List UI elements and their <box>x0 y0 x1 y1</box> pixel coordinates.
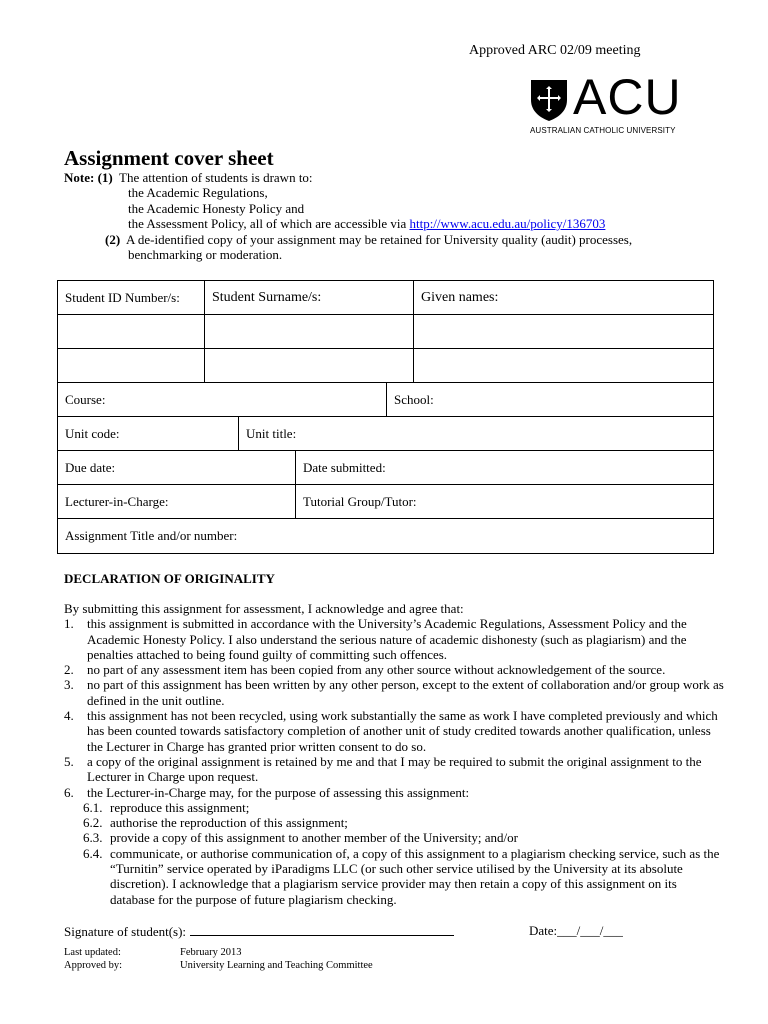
unit-row <box>58 417 713 451</box>
declaration-subitem <box>64 815 724 830</box>
student-id-label: Student ID Number/s: <box>65 289 180 305</box>
surname-label: Student Surname/s: <box>204 281 413 314</box>
acu-logo <box>529 69 705 140</box>
course-label: Course: <box>65 391 106 407</box>
subitem-number: 6.2. <box>83 815 103 831</box>
item-text: a copy of the original assignment is retained by me and that I may be required to submit the original assignment to the Lecturer in Charge upon request. <box>87 753 702 785</box>
dates-row <box>58 451 713 485</box>
signature-field[interactable] <box>64 923 454 940</box>
item-number: 3. <box>64 677 74 693</box>
course-row <box>58 383 713 417</box>
unit-title-label: Unit title: <box>246 425 297 441</box>
declaration-intro: By submitting this assignment for assessment, I acknowledge and agree that: <box>64 601 464 616</box>
subitem-text: authorise the reproduction of this assignment; <box>110 815 348 831</box>
subitem-number: 6.1. <box>83 799 103 815</box>
subitem-number: 6.4. <box>83 845 103 861</box>
page-title: Assignment cover sheet <box>64 146 274 170</box>
tutorial-field[interactable] <box>295 485 715 518</box>
item-text: no part of any assessment item has been copied from any other source without acknowledgement of the source. <box>87 662 666 678</box>
item-text: no part of this assignment has been written by any other person, except to the extent of collaboration and/or group work as defined in the unit outline. <box>87 677 724 708</box>
date-submitted-label: Date submitted: <box>303 459 386 475</box>
logo-text: ACU <box>573 69 682 125</box>
declaration-subitem <box>64 846 724 907</box>
subitem-number: 6.3. <box>83 830 103 846</box>
note-item-text: the Assessment Policy, all of which are accessible via <box>128 216 407 231</box>
assignment-title-label: Assignment Title and/or number: <box>65 528 238 543</box>
declaration-item <box>64 708 724 754</box>
approved-by-value: University Learning and Teaching Committee <box>180 960 373 971</box>
declaration-item <box>64 662 724 677</box>
declaration-subitem <box>64 800 724 815</box>
tutorial-label: Tutorial Group/Tutor: <box>303 493 417 509</box>
subitem-text: communicate, or authorise communication of, a copy of this assignment to a plagiarism checking service, such as the “Turnitin” service operated by iParadigms LLC (or such other service utilised by the University at its absolute discretion). I acknowledge that a plagiarism service provider may then retain a copy of this assignment on its database for the purpose of future plagiarism checking. <box>110 845 720 907</box>
declaration-item <box>64 677 724 708</box>
subitem-text: provide a copy of this assignment to another member of the University; and/or <box>110 830 518 846</box>
assignment-title-row <box>58 519 713 553</box>
declaration-item <box>64 616 724 662</box>
staff-row <box>58 485 713 519</box>
signature-line[interactable] <box>190 923 454 936</box>
school-label: School: <box>394 391 434 407</box>
last-updated-value: February 2013 <box>180 947 242 958</box>
signature-date[interactable]: Date:___/___/___ <box>529 923 623 938</box>
note-item: the Academic Regulations, <box>128 185 268 200</box>
declaration-subitem <box>64 830 724 845</box>
signature-label: Signature of student(s): <box>64 924 187 939</box>
item-text: the Lecturer-in-Charge may, for the purpose of assessing this assignment: <box>87 784 470 800</box>
item-number: 5. <box>64 753 74 769</box>
unit-code-label: Unit code: <box>65 425 120 441</box>
cover-sheet-form <box>57 280 714 554</box>
approved-by-label: Approved by: <box>64 960 123 971</box>
student-entry-row <box>58 349 713 383</box>
approval-note: Approved ARC 02/09 meeting <box>469 43 641 58</box>
logo-subtitle: AUSTRALIAN CATHOLIC UNIVERSITY <box>530 126 676 135</box>
note-item <box>128 216 605 231</box>
item-number: 1. <box>64 616 74 632</box>
surname-input[interactable] <box>204 349 413 382</box>
course-field[interactable] <box>58 383 386 416</box>
declaration-item <box>64 785 724 800</box>
item-number: 4. <box>64 708 74 724</box>
subitem-text: reproduce this assignment; <box>110 799 250 815</box>
due-date-label: Due date: <box>65 459 116 475</box>
note-item: the Academic Honesty Policy and <box>128 201 305 216</box>
given-names-label: Given names: <box>413 281 715 314</box>
date-submitted-field[interactable] <box>295 451 715 484</box>
policy-link[interactable]: http://www.acu.edu.au/policy/136703 <box>409 216 606 231</box>
item-text: this assignment has not been recycled, using work substantially the same as work I have completed previously and which has been counted towards satisfactory completion of another unit of study credited towards another qualification, unless the Lecturer in Charge has granted prior written consent to do so. <box>87 708 718 754</box>
item-number: 6. <box>64 784 74 800</box>
declaration-body <box>64 601 724 907</box>
surname-input[interactable] <box>204 315 413 348</box>
note-text-1: The attention of students is drawn to: <box>119 170 313 185</box>
school-field[interactable] <box>386 383 715 416</box>
student-entry-row <box>58 315 713 349</box>
note-line-1 <box>64 170 313 185</box>
declaration-sublist <box>64 800 724 907</box>
declaration-item <box>64 754 724 785</box>
declaration-heading: DECLARATION OF ORIGINALITY <box>64 571 275 586</box>
given-names-input[interactable] <box>413 315 715 348</box>
lecturer-label: Lecturer-in-Charge: <box>65 493 169 509</box>
item-text: this assignment is submitted in accordance with the University’s Academic Regulations, Assessment Policy and the Academic Honesty Policy. I also understand the serious nature of academic dishonesty (such as plagiarism) and the penalties attached to being found guilty of committing such offences. <box>87 616 687 662</box>
shield-cross-icon <box>529 78 569 122</box>
note-label: Note: <box>64 170 95 185</box>
student-id-input[interactable] <box>58 349 204 382</box>
unit-title-field[interactable] <box>238 417 715 450</box>
item-number: 2. <box>64 662 74 678</box>
note-text-2: A de-identified copy of your assignment may be retained for University quality (audit) processes, <box>125 232 633 247</box>
student-id-input[interactable] <box>58 315 204 348</box>
note-line-2 <box>105 232 632 247</box>
declaration-list <box>64 616 724 800</box>
lecturer-field[interactable] <box>58 485 295 518</box>
form-header-row <box>58 281 713 315</box>
due-date-field[interactable] <box>58 451 295 484</box>
last-updated-label: Last updated: <box>64 947 121 958</box>
assignment-title-field[interactable] <box>58 519 715 553</box>
note-number-2: (2) <box>105 232 121 247</box>
note-text-2b: benchmarking or moderation. <box>128 247 283 262</box>
unit-code-field[interactable] <box>58 417 238 450</box>
note-number-1: (1) <box>97 170 113 185</box>
given-names-input[interactable] <box>413 349 715 382</box>
